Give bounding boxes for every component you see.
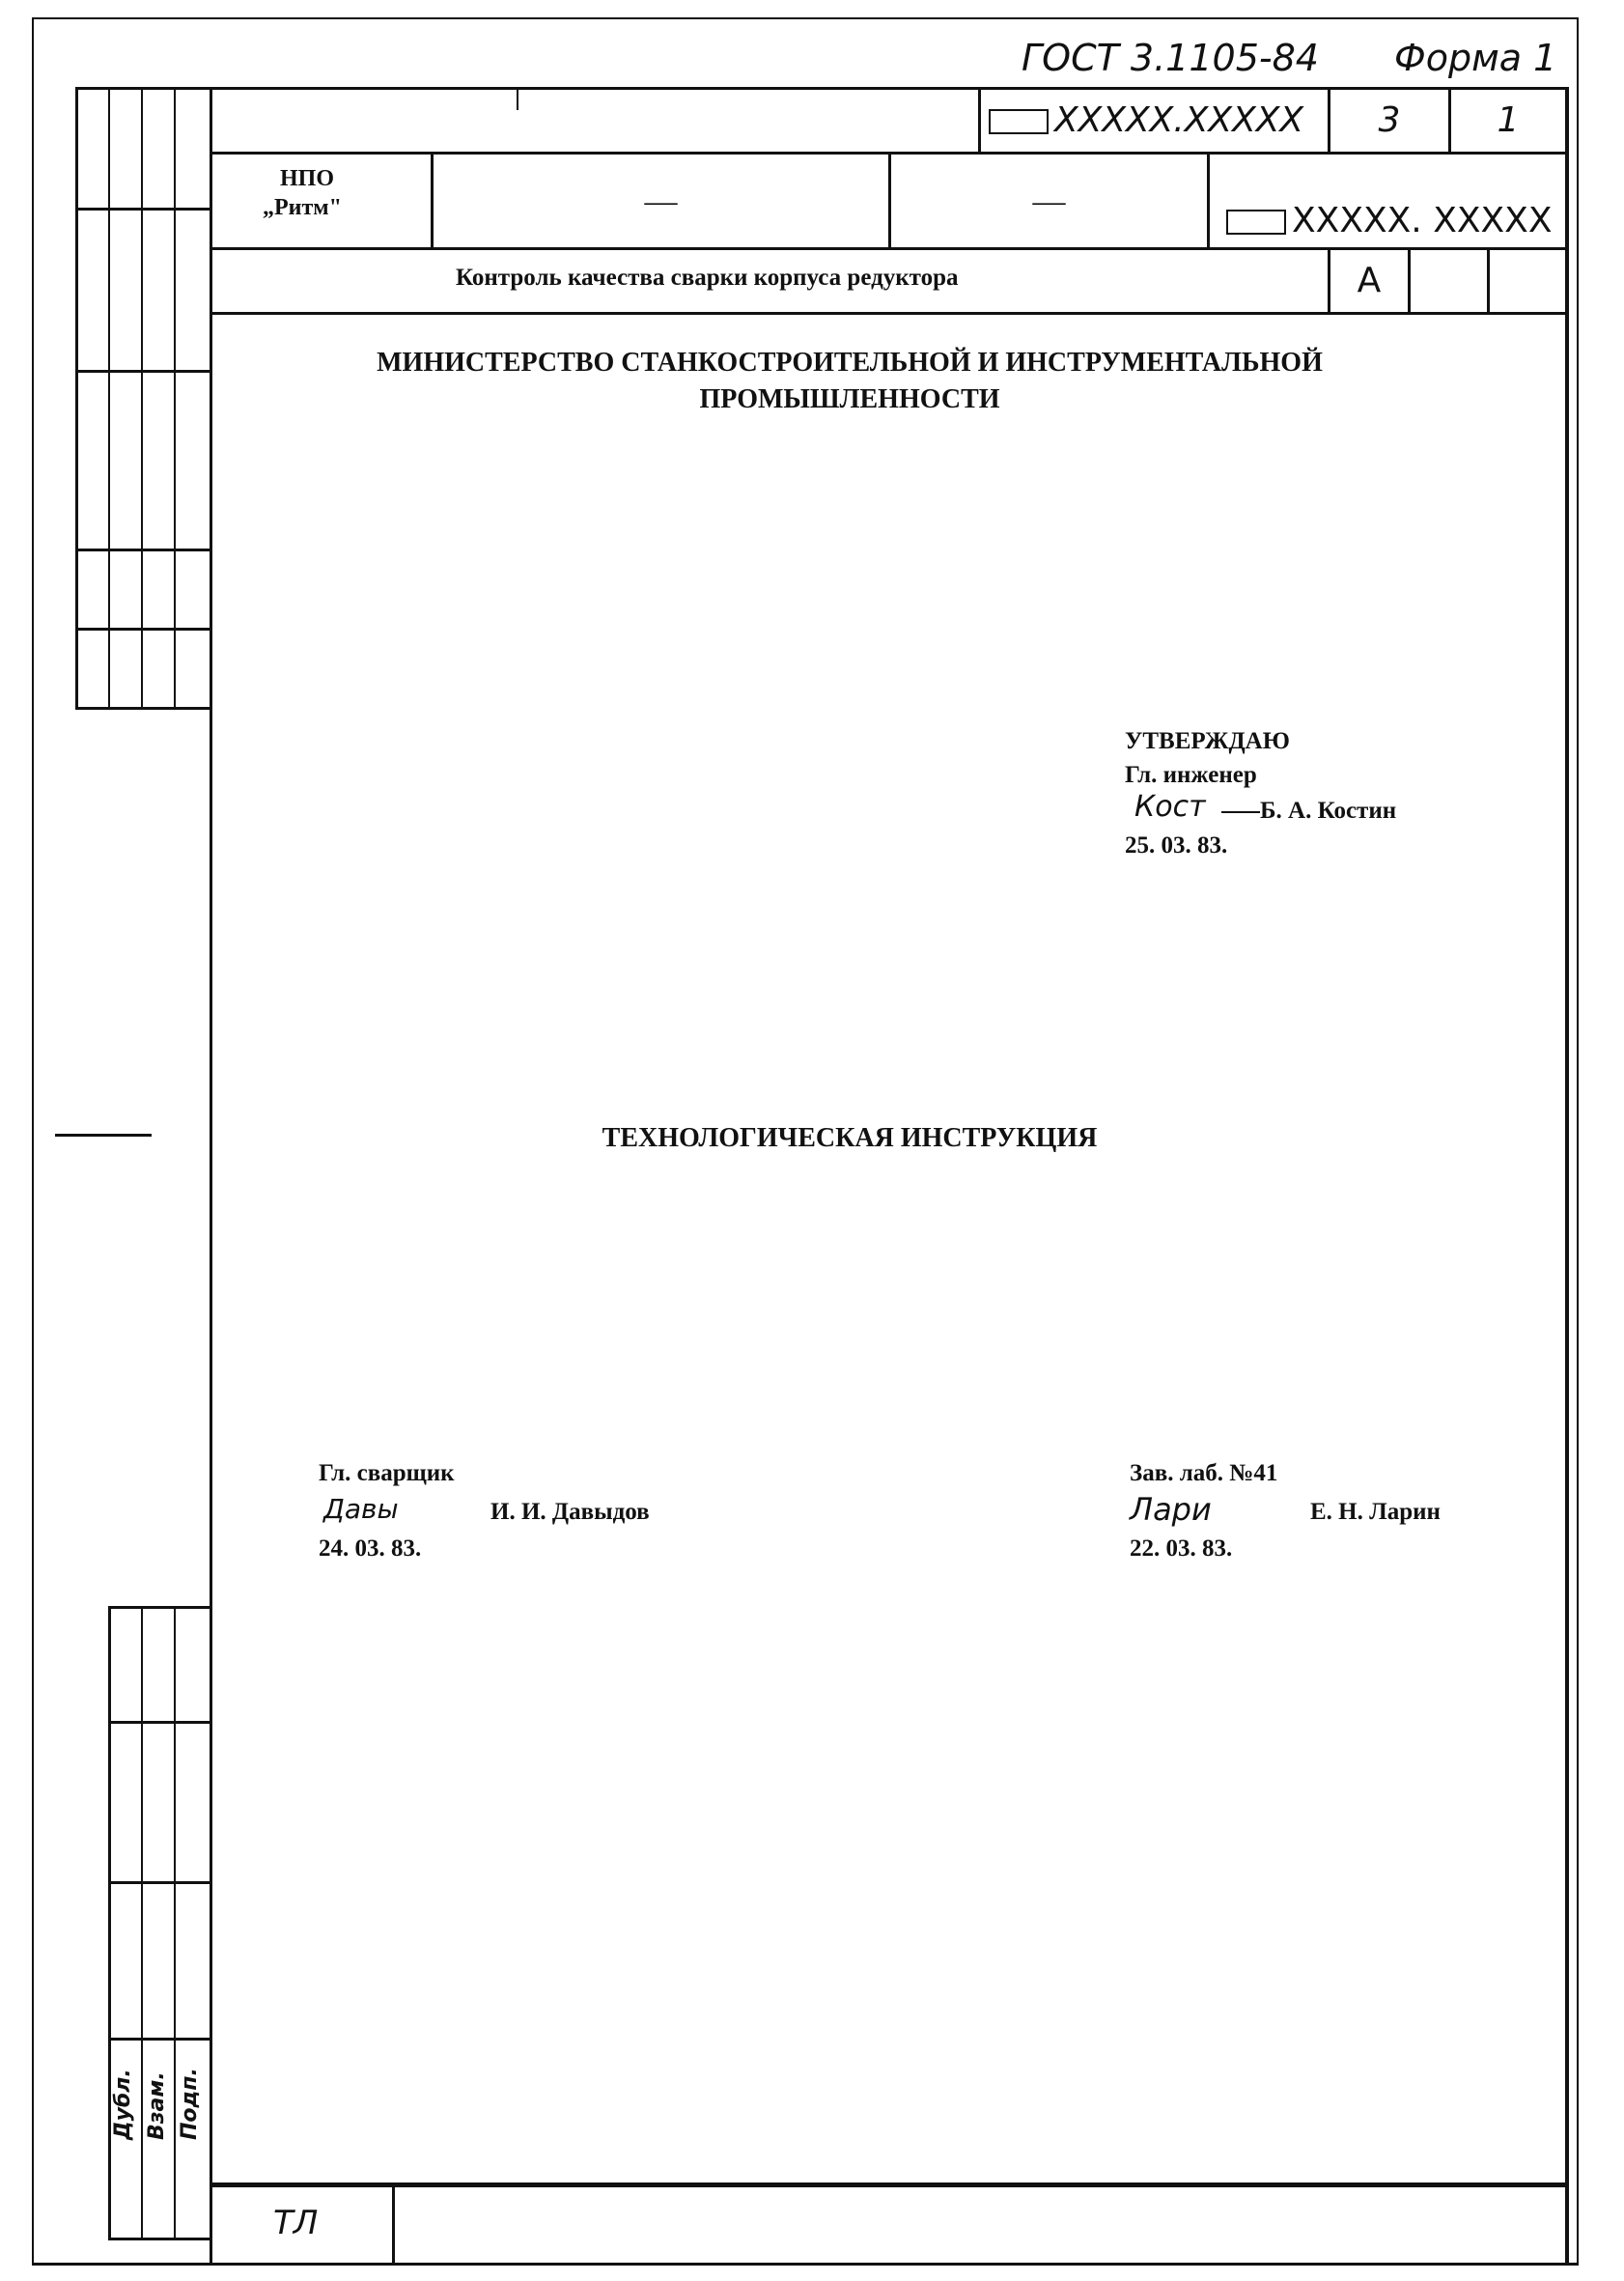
- document-subject: Контроль качества сварки корпуса редуктора: [456, 265, 959, 291]
- footer-code: ТЛ: [273, 2204, 319, 2242]
- footer-sep: [392, 2184, 395, 2264]
- side-stamp-top-row3: [75, 549, 210, 551]
- doc-code-top: XXXXX.XXXXX: [989, 100, 1303, 140]
- page-border-right: [1577, 17, 1579, 2265]
- signer-left-date: 24. 03. 83.: [319, 1535, 422, 1562]
- forma-label: Форма 1: [1394, 37, 1557, 79]
- side-label-podp: Подп.: [178, 2068, 202, 2140]
- gost-label: ГОСТ 3.1105-84: [1022, 37, 1319, 79]
- approval-signature-stroke: [1221, 811, 1260, 813]
- row3-sep-b: [1408, 249, 1411, 313]
- doc-box-icon-2: [1226, 210, 1286, 235]
- side-stamp-top-col1: [108, 87, 110, 710]
- side-stamp-top-row2: [75, 370, 210, 373]
- side-label-dubl: Дубл.: [111, 2069, 135, 2140]
- row1-sep-a: [978, 87, 981, 153]
- org-cell-dash-2: —: [1032, 183, 1066, 219]
- org-line1: НПО: [280, 166, 335, 191]
- page-border-top: [32, 17, 1577, 19]
- side-label-vzam: Взам.: [145, 2071, 169, 2140]
- page-border-left: [32, 17, 34, 2265]
- side-stamp-bottom-row2: [108, 1881, 210, 1884]
- side-stamp-bottom-col1: [141, 1606, 143, 2240]
- document-title: ТЕХНОЛОГИЧЕСКАЯ ИНСТРУКЦИЯ: [602, 1123, 1098, 1153]
- side-stamp-top-row1: [75, 208, 210, 211]
- ministry-line1: МИНИСТЕРСТВО СТАНКОСТРОИТЕЛЬНОЙ И ИНСТРУМЕНТАЛЬНОЙ: [377, 348, 1323, 378]
- row2-sep-c: [1207, 153, 1210, 248]
- signer-right-signature: Лари: [1130, 1491, 1212, 1528]
- signer-left-position: Гл. сварщик: [319, 1460, 455, 1486]
- side-stamp-bottom: [108, 1606, 210, 2240]
- org-line2: „Ритм": [263, 195, 342, 220]
- row3-sep-c: [1487, 249, 1490, 313]
- ministry-line2: ПРОМЫШЛЕННОСТИ: [699, 384, 1000, 414]
- signer-left-name: И. И. Давыдов: [490, 1499, 650, 1525]
- side-stamp-top-col2: [141, 87, 143, 710]
- sheets-total: 3: [1378, 100, 1401, 140]
- doc-code-org: XXXXX. XXXXX: [1226, 201, 1553, 240]
- approval-position: Гл. инженер: [1125, 762, 1257, 788]
- frame-right-line: [1565, 87, 1569, 2265]
- approval-signature: Кост: [1134, 790, 1206, 824]
- page-border-bottom: [32, 2263, 1579, 2266]
- signer-right-date: 22. 03. 83.: [1130, 1535, 1233, 1562]
- signer-left-signature: Давы: [323, 1493, 399, 1525]
- header-top-line: [75, 87, 1569, 90]
- side-stamp-bottom-row3: [108, 2038, 210, 2041]
- side-stamp-top-col3: [174, 87, 176, 710]
- signer-right-name: Е. Н. Ларин: [1310, 1499, 1441, 1525]
- doc-box-icon: [989, 109, 1049, 134]
- signer-right-position: Зав. лаб. №41: [1130, 1460, 1278, 1486]
- side-stamp-top-row4: [75, 628, 210, 631]
- side-stamp-bottom-row1: [108, 1721, 210, 1724]
- approval-heading: УТВЕРЖДАЮ: [1125, 728, 1290, 754]
- letter-cell: А: [1357, 261, 1382, 300]
- footer-top-line: [210, 2182, 1567, 2187]
- row1-tick: [517, 89, 518, 110]
- margin-dash: [55, 1134, 152, 1137]
- header-row3-line: [210, 312, 1567, 315]
- approval-date: 25. 03. 83.: [1125, 832, 1228, 859]
- side-stamp-top: [75, 87, 210, 710]
- side-stamp-bottom-col2: [174, 1606, 176, 2240]
- org-cell-dash-1: —: [644, 183, 678, 219]
- sheet-number: 1: [1497, 100, 1520, 140]
- approval-name: Б. А. Костин: [1260, 798, 1397, 824]
